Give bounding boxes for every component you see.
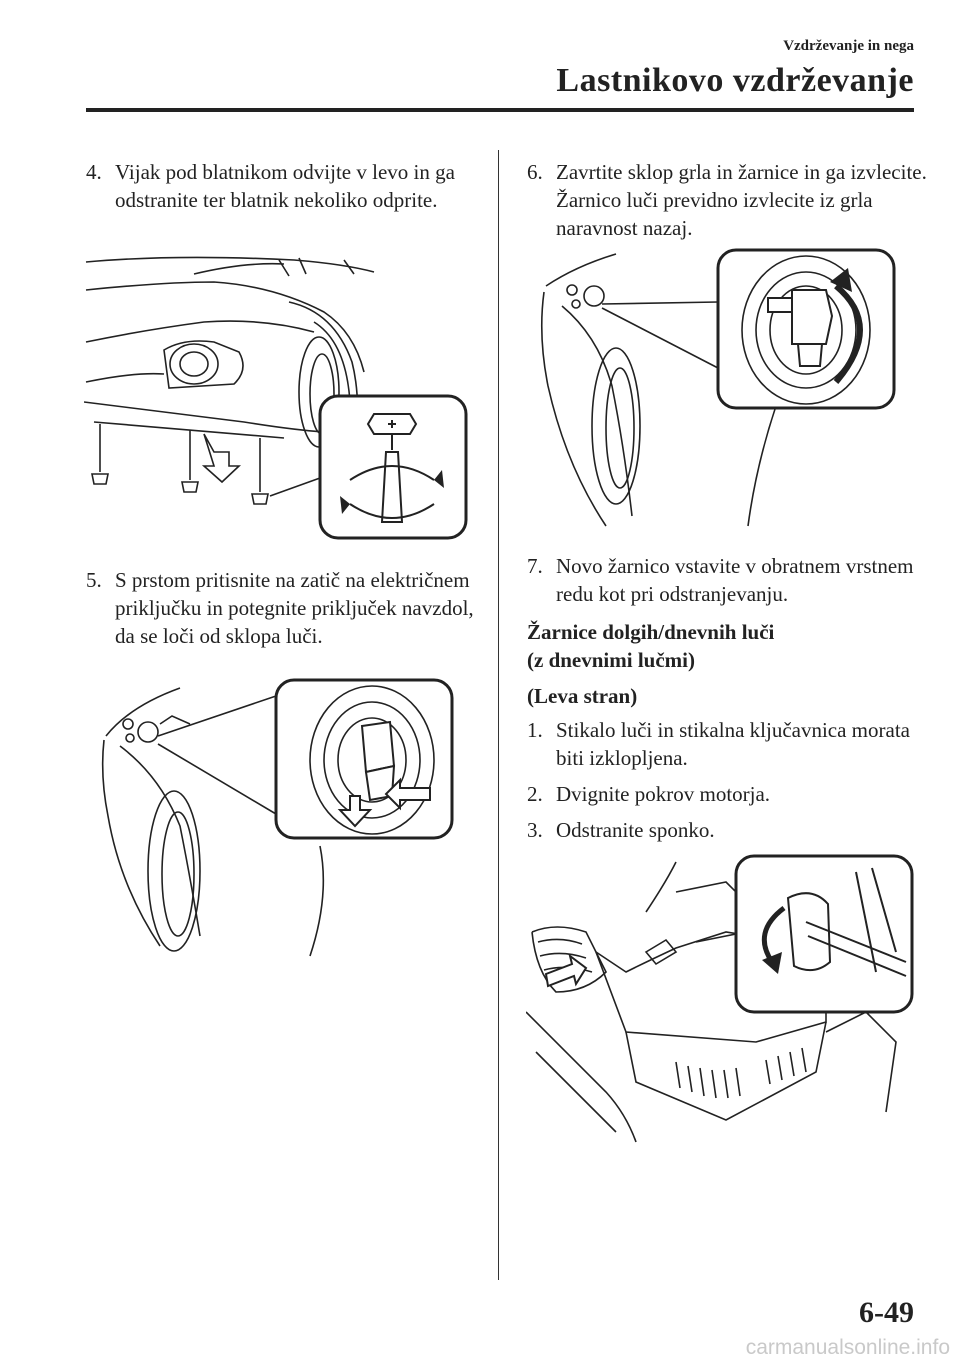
step-4 <box>86 158 478 214</box>
column-divider <box>498 150 499 1280</box>
step-number: 4. <box>86 160 102 184</box>
section-heading-line-2: (z dnevnimi lučmi) <box>527 648 695 672</box>
fender-screw-illustration <box>84 252 474 544</box>
step-1 <box>527 716 927 772</box>
header-divider <box>86 108 914 112</box>
clip-removal-illustration <box>526 852 916 1144</box>
page-title: Lastnikovo vzdrževanje <box>556 62 914 99</box>
page-number: 6-49 <box>859 1296 914 1329</box>
step-3 <box>527 816 927 844</box>
step-text: Stikalo luči in stikalna ključavnica morata biti izklopljena. <box>556 718 910 770</box>
step-6 <box>527 158 927 242</box>
section-label: Vzdrževanje in nega <box>783 38 914 54</box>
connector-removal-illustration <box>100 676 456 966</box>
step-text: Vijak pod blatnikom odvijte v levo in ga odstranite ter blatnik nekoliko odprite. <box>115 160 455 212</box>
section-heading: Žarnice dolgih/dnevnih luči <box>527 620 775 644</box>
step-number: 1. <box>527 718 543 742</box>
step-number: 7. <box>527 554 543 578</box>
step-text: Novo žarnico vstavite v obratnem vrstnem redu kot pri odstranjevanju. <box>556 554 914 606</box>
step-number: 6. <box>527 160 543 184</box>
step-text: Dvignite pokrov motorja. <box>556 782 771 806</box>
step-number: 3. <box>527 818 543 842</box>
step-text: S prstom pritisnite na zatič na električnem priključku in potegnite priključek navzdol, da se loči od sklopa luči. <box>115 568 474 648</box>
watermark: carmanualsonline.info <box>745 1336 950 1359</box>
bulb-rotation-illustration <box>536 246 898 528</box>
step-5 <box>86 566 478 650</box>
step-7 <box>527 552 927 608</box>
step-2 <box>527 780 927 808</box>
step-number: 5. <box>86 568 102 592</box>
step-text: Odstranite sponko. <box>556 818 715 842</box>
step-text: Zavrtite sklop grla in žarnice in ga izvlecite. Žarnico luči previdno izvlecite iz grla naravnost nazaj. <box>556 160 927 240</box>
step-number: 2. <box>527 782 543 806</box>
side-subheading: (Leva stran) <box>527 684 638 708</box>
